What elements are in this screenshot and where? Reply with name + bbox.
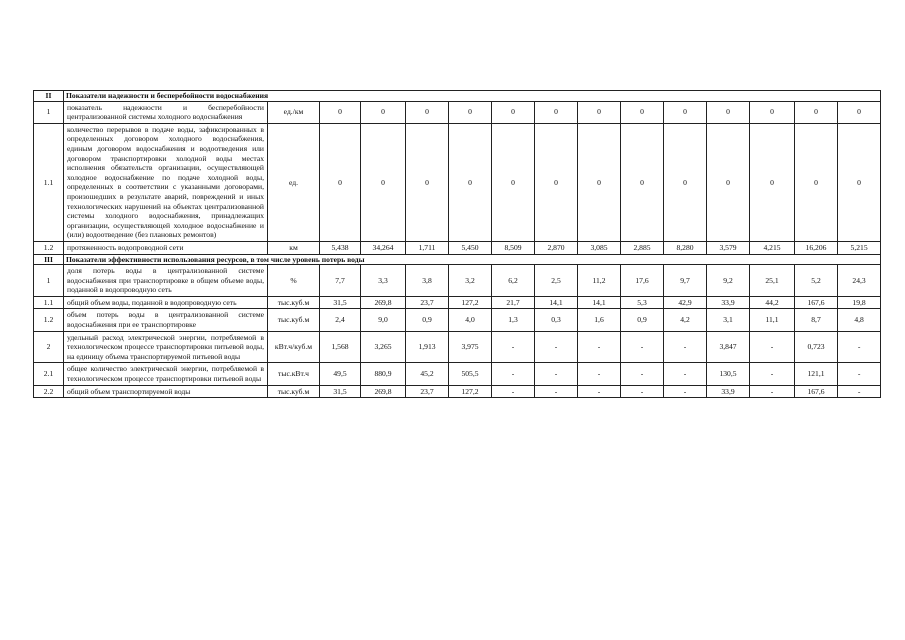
value-cell: 17,6 [621, 265, 664, 297]
value-cell: 33,9 [707, 385, 750, 398]
value-cell: 0 [578, 123, 621, 241]
value-cell: 3,265 [361, 331, 406, 363]
table-body [34, 91, 881, 398]
value-cell: 3,8 [406, 265, 449, 297]
table-row [34, 309, 881, 331]
row-unit: ед. [268, 123, 320, 241]
value-cell: 4,2 [664, 309, 707, 331]
value-cell: 5,215 [838, 241, 881, 254]
row-number: 1.1 [34, 123, 64, 241]
value-cell: 1,913 [406, 331, 449, 363]
table-row [34, 265, 881, 297]
value-cell: 0 [492, 101, 535, 123]
value-cell: 3,975 [449, 331, 492, 363]
value-cell: 45,2 [406, 363, 449, 385]
value-cell: - [492, 331, 535, 363]
row-number: 2 [34, 331, 64, 363]
value-cell: 31,5 [320, 296, 361, 309]
row-description: общее количество электрической энергии, потребляемой в технологическом процессе транспортировки питьевой воды [64, 363, 268, 385]
value-cell: 5,438 [320, 241, 361, 254]
value-cell: 6,2 [492, 265, 535, 297]
row-description: объем потерь воды в централизованной системе водоснабжения при ее транспортировке [64, 309, 268, 331]
value-cell: 8,280 [664, 241, 707, 254]
row-number: 1 [34, 101, 64, 123]
value-cell: 49,5 [320, 363, 361, 385]
value-cell: 24,3 [838, 265, 881, 297]
value-cell: 167,6 [795, 385, 838, 398]
value-cell: 0 [406, 123, 449, 241]
value-cell: 3,085 [578, 241, 621, 254]
value-cell: 167,6 [795, 296, 838, 309]
value-cell: 11,2 [578, 265, 621, 297]
value-cell: 0 [621, 123, 664, 241]
table-row [34, 331, 881, 363]
row-unit: тыс.куб.м [268, 385, 320, 398]
value-cell: 0 [838, 123, 881, 241]
row-unit: тыс.кВт.ч [268, 363, 320, 385]
value-cell: 0 [838, 101, 881, 123]
value-cell: 16,206 [795, 241, 838, 254]
value-cell: 33,9 [707, 296, 750, 309]
table-row [34, 101, 881, 123]
value-cell: 19,8 [838, 296, 881, 309]
value-cell: - [750, 331, 795, 363]
value-cell: 0 [750, 101, 795, 123]
row-unit: кВт.ч/куб.м [268, 331, 320, 363]
value-cell: 1,3 [492, 309, 535, 331]
value-cell: 0 [707, 123, 750, 241]
value-cell: 0,9 [406, 309, 449, 331]
value-cell: - [621, 363, 664, 385]
row-description: удельный расход электрической энергии, потребляемой в технологическом процессе транспортировки питьевой воды, на единицу объема транспортируемой питьевой воды [64, 331, 268, 363]
value-cell: 0 [320, 123, 361, 241]
value-cell: 14,1 [578, 296, 621, 309]
value-cell: - [664, 385, 707, 398]
value-cell: 0 [621, 101, 664, 123]
value-cell: - [621, 385, 664, 398]
value-cell: 25,1 [750, 265, 795, 297]
value-cell: - [492, 363, 535, 385]
value-cell: 9,2 [707, 265, 750, 297]
row-unit: % [268, 265, 320, 297]
row-description: протяженность водопроводной сети [64, 241, 268, 254]
value-cell: 3,847 [707, 331, 750, 363]
value-cell: 14,1 [535, 296, 578, 309]
value-cell: 880,9 [361, 363, 406, 385]
value-cell: 9,0 [361, 309, 406, 331]
row-description: показатель надежности и бесперебойности централизованной системы холодного водоснабжения [64, 101, 268, 123]
value-cell: 0,9 [621, 309, 664, 331]
value-cell: 9,7 [664, 265, 707, 297]
indicators-table [33, 90, 881, 398]
row-description: общий объем транспортируемой воды [64, 385, 268, 398]
value-cell: 2,870 [535, 241, 578, 254]
value-cell: 3,579 [707, 241, 750, 254]
section-header-row [34, 254, 881, 265]
row-unit: ед./км [268, 101, 320, 123]
value-cell: 31,5 [320, 385, 361, 398]
value-cell: - [621, 331, 664, 363]
value-cell: 23,7 [406, 385, 449, 398]
value-cell: 269,8 [361, 296, 406, 309]
value-cell: 0 [578, 101, 621, 123]
table-row [34, 363, 881, 385]
value-cell: 130,5 [707, 363, 750, 385]
table-row [34, 123, 881, 241]
value-cell: 1,6 [578, 309, 621, 331]
value-cell: 127,2 [449, 296, 492, 309]
table-row [34, 296, 881, 309]
value-cell: - [578, 363, 621, 385]
row-description: общий объем воды, поданной в водопроводную сеть [64, 296, 268, 309]
value-cell: 0 [795, 101, 838, 123]
value-cell: 0 [361, 101, 406, 123]
value-cell: - [535, 385, 578, 398]
row-unit: тыс.куб.м [268, 296, 320, 309]
value-cell: 3,1 [707, 309, 750, 331]
section-title: Показатели надежности и бесперебойности водоснабжения [64, 91, 881, 102]
value-cell: 8,7 [795, 309, 838, 331]
value-cell: 505,5 [449, 363, 492, 385]
value-cell: - [664, 331, 707, 363]
value-cell: 269,8 [361, 385, 406, 398]
value-cell: 8,509 [492, 241, 535, 254]
value-cell: - [750, 363, 795, 385]
value-cell: 0 [492, 123, 535, 241]
value-cell: 0 [664, 101, 707, 123]
value-cell: 0 [361, 123, 406, 241]
row-number: 1.2 [34, 309, 64, 331]
value-cell: 4,8 [838, 309, 881, 331]
value-cell: 21,7 [492, 296, 535, 309]
value-cell: 0 [449, 101, 492, 123]
value-cell: - [492, 385, 535, 398]
value-cell: 0 [795, 123, 838, 241]
section-number: III [34, 254, 64, 265]
value-cell: 0 [449, 123, 492, 241]
value-cell: 2,885 [621, 241, 664, 254]
value-cell: 0 [406, 101, 449, 123]
table-row [34, 241, 881, 254]
value-cell: - [535, 331, 578, 363]
value-cell: 0 [535, 101, 578, 123]
value-cell: 0 [320, 101, 361, 123]
row-description: доля потерь воды в централизованной системе водоснабжения при транспортировке в общем объеме воды, поданной в водопроводную сеть [64, 265, 268, 297]
value-cell: 2,4 [320, 309, 361, 331]
row-unit: км [268, 241, 320, 254]
value-cell: 44,2 [750, 296, 795, 309]
value-cell: 0 [664, 123, 707, 241]
row-number: 1.2 [34, 241, 64, 254]
value-cell: 0 [535, 123, 578, 241]
value-cell: - [838, 363, 881, 385]
row-unit: тыс.куб.м [268, 309, 320, 331]
value-cell: 5,3 [621, 296, 664, 309]
value-cell: 1,711 [406, 241, 449, 254]
value-cell: 5,450 [449, 241, 492, 254]
value-cell: - [578, 385, 621, 398]
value-cell: 11,1 [750, 309, 795, 331]
value-cell: 4,0 [449, 309, 492, 331]
value-cell: - [838, 331, 881, 363]
row-number: 2.2 [34, 385, 64, 398]
value-cell: 3,3 [361, 265, 406, 297]
value-cell: 5,2 [795, 265, 838, 297]
value-cell: 0 [750, 123, 795, 241]
row-description: количество перерывов в подаче воды, зафиксированных в определенных договором холодного водоснабжения, единым договором водоснабжения и водоотведения или договором транспортировки холодной воды местах исполнения обязательств организации, осуществляющей холодное водоснабжение по подаче холодной воды, определенных в соответствии с указанными договорами, произошедших в результате аварий, повреждений и иных технологических нарушений на объектах централизованной системы холодного водоснабжения, принадлежащих организации, осуществляющей холодное водоснабжение и (или) водоотведение (без плановых ремонтов) [64, 123, 268, 241]
value-cell: 42,9 [664, 296, 707, 309]
value-cell: 121,1 [795, 363, 838, 385]
value-cell: 34,264 [361, 241, 406, 254]
value-cell: 127,2 [449, 385, 492, 398]
value-cell: 23,7 [406, 296, 449, 309]
value-cell: 1,568 [320, 331, 361, 363]
row-number: 1.1 [34, 296, 64, 309]
value-cell: - [838, 385, 881, 398]
value-cell: 0,723 [795, 331, 838, 363]
value-cell: - [750, 385, 795, 398]
value-cell: 3,2 [449, 265, 492, 297]
value-cell: 0 [707, 101, 750, 123]
section-header-row [34, 91, 881, 102]
table-row [34, 385, 881, 398]
value-cell: 7,7 [320, 265, 361, 297]
section-number: II [34, 91, 64, 102]
value-cell: 2,5 [535, 265, 578, 297]
row-number: 1 [34, 265, 64, 297]
value-cell: - [578, 331, 621, 363]
value-cell: 4,215 [750, 241, 795, 254]
row-number: 2.1 [34, 363, 64, 385]
value-cell: - [535, 363, 578, 385]
value-cell: - [664, 363, 707, 385]
value-cell: 0,3 [535, 309, 578, 331]
section-title: Показатели эффективности использования ресурсов, в том числе уровень потерь воды [64, 254, 881, 265]
